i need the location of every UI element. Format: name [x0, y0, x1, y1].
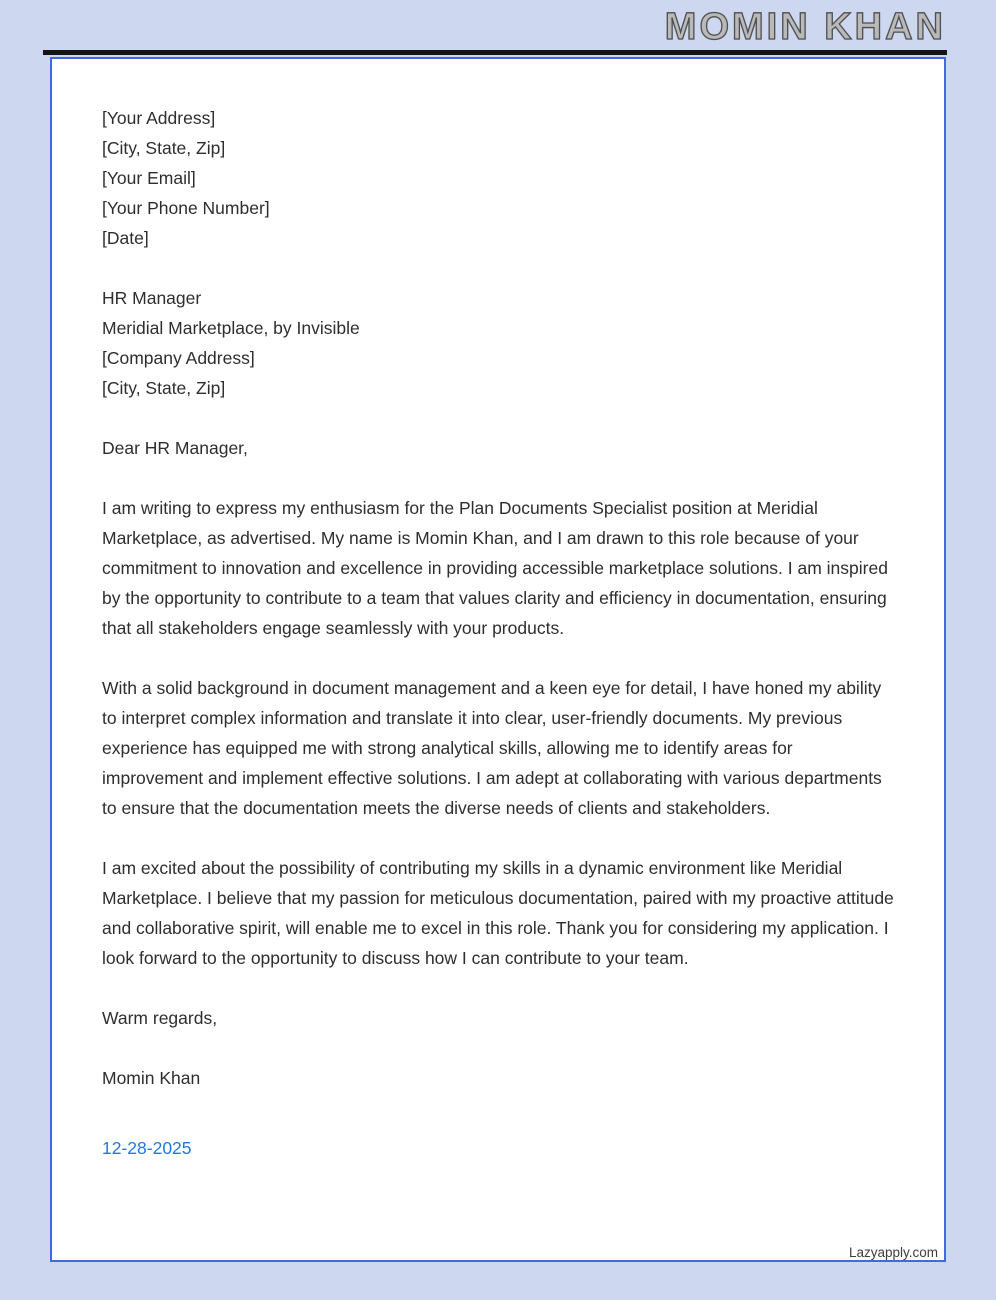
sender-phone-line: [Your Phone Number] — [102, 198, 270, 218]
body-paragraph-3: I am excited about the possibility of contributing my skills in a dynamic environment like Meridial Marketplace. I believe that my passion for meticulous documentation, paired with my proactive attitude and collaborative spirit, will enable me to excel in this role. Thank you for considering my application. I look forward to the opportunity to discuss how I can contribute to your team. — [102, 858, 894, 968]
sender-city-line: [City, State, Zip] — [102, 138, 226, 158]
salutation-block — [102, 433, 896, 463]
salutation: Dear HR Manager, — [102, 438, 248, 458]
recipient-block — [102, 283, 896, 403]
sender-email-line: [Your Email] — [102, 168, 196, 188]
watermark-lazyapply: Lazyapply.com — [848, 1245, 938, 1260]
letter-page — [50, 57, 946, 1262]
header-name: MOMIN KHAN — [664, 6, 946, 48]
header-divider — [43, 50, 947, 55]
recipient-company-line: Meridial Marketplace, by Invisible — [102, 318, 360, 338]
recipient-city-line: [City, State, Zip] — [102, 378, 226, 398]
sender-date-line: [Date] — [102, 228, 149, 248]
signature-name: Momin Khan — [102, 1068, 201, 1088]
sender-address-line: [Your Address] — [102, 108, 216, 128]
recipient-address-line: [Company Address] — [102, 348, 255, 368]
recipient-title-line: HR Manager — [102, 288, 202, 308]
sender-block — [102, 103, 896, 253]
letter-date: 12-28-2025 — [102, 1138, 192, 1158]
body-paragraph-2: With a solid background in document management and a keen eye for detail, I have honed my ability to interpret complex information and translate it into clear, user-friendly documents. My previous experience has equipped me with strong analytical skills, allowing me to identify areas for improvement and implement effective solutions. I am adept at collaborating with various departments to ensure that the documentation meets the diverse needs of clients and stakeholders. — [102, 678, 882, 818]
body-paragraph-1: I am writing to express my enthusiasm for the Plan Documents Specialist position at Meridial Marketplace, as advertised. My name is Momin Khan, and I am drawn to this role because of your commitment to innovation and excellence in providing accessible marketplace solutions. I am inspired by the opportunity to contribute to a team that values clarity and efficiency in documentation, ensuring that all stakeholders engage seamlessly with your products. — [102, 498, 888, 638]
closing: Warm regards, — [102, 1008, 218, 1028]
